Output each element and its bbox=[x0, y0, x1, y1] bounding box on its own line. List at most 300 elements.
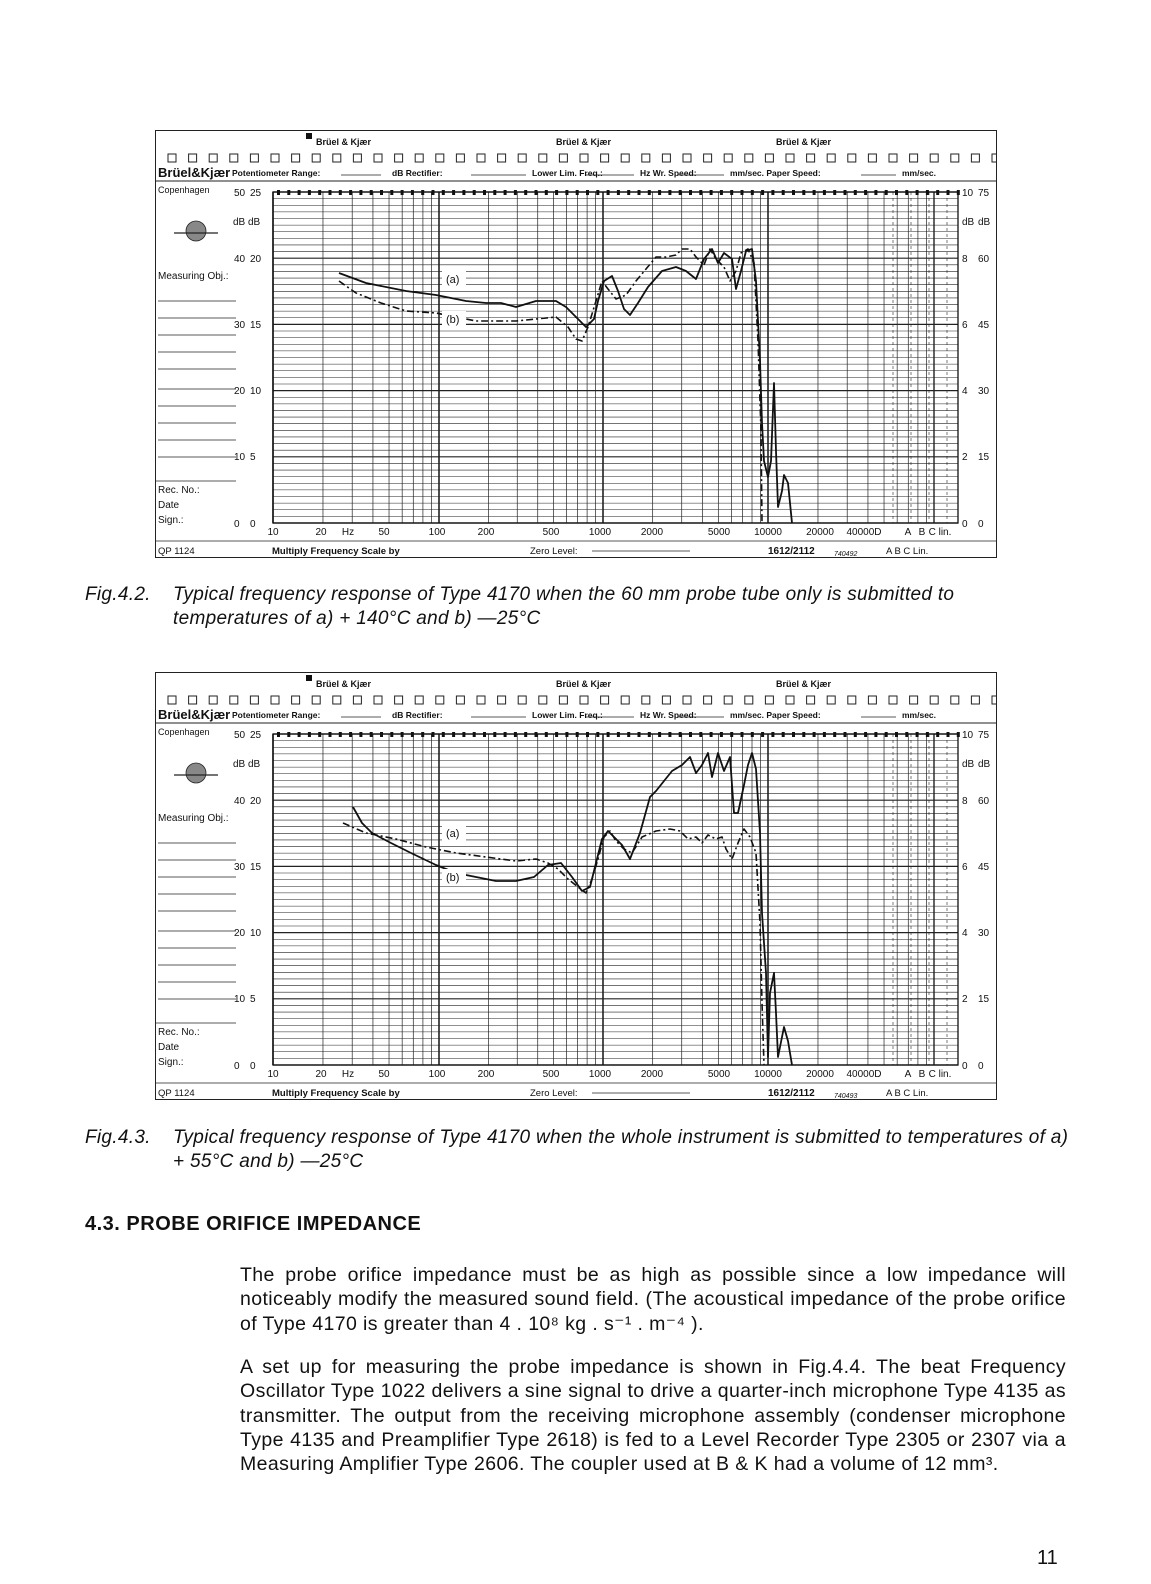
header-brand-label: Brüel & Kjær bbox=[556, 679, 612, 689]
sprocket-hole bbox=[724, 154, 732, 162]
sprocket-hole bbox=[559, 696, 567, 704]
frequency-tick-label: Hz bbox=[341, 1069, 355, 1080]
top-tick bbox=[689, 190, 692, 195]
top-tick bbox=[627, 732, 630, 737]
paragraph-2: A set up for measuring the probe impedance is shown in Fig.4.4. The beat Frequency Oscillator Type 1022 delivers a sine signal to drive a quarter-inch microphone Type 4135 as transmitter. The output from the receiving microphone assembly (condenser microphone Type 4135 and Preamplifier Type 2618) is fed to a Level Recorder Type 2305 or 2307 via a Measuring Amplifier Type 2606. The coupler used at B & K had a volume of 12 mm³. bbox=[240, 1356, 1066, 1476]
frequency-tick-label: C lin. bbox=[928, 1069, 952, 1080]
left-db-outer-label: 50 bbox=[234, 188, 246, 199]
sprocket-hole bbox=[992, 696, 996, 704]
sprocket-hole bbox=[745, 154, 753, 162]
top-tick bbox=[308, 190, 311, 195]
top-tick bbox=[565, 190, 568, 195]
top-tick bbox=[627, 190, 630, 195]
sprocket-hole bbox=[250, 696, 258, 704]
city-label: Copenhagen bbox=[158, 185, 210, 195]
right-db-inner-label: 0 bbox=[962, 519, 968, 530]
recorder-chart-fig-4-3 bbox=[155, 672, 997, 1100]
top-tick bbox=[483, 732, 486, 737]
left-db-outer-label: 10 bbox=[234, 994, 246, 1005]
sprocket-hole bbox=[642, 154, 650, 162]
sprocket-hole bbox=[374, 154, 382, 162]
rec-no-label: Rec. No.: bbox=[158, 1027, 200, 1038]
top-tick bbox=[936, 190, 939, 195]
top-tick bbox=[751, 190, 754, 195]
sprocket-hole bbox=[518, 696, 526, 704]
top-tick bbox=[864, 190, 867, 195]
sprocket-hole bbox=[189, 154, 197, 162]
top-tick bbox=[638, 732, 641, 737]
db-unit-label: dB bbox=[233, 759, 246, 770]
sprocket-hole bbox=[827, 696, 835, 704]
header-brand-label: Brüel & Kjær bbox=[776, 679, 832, 689]
top-tick bbox=[720, 732, 723, 737]
top-tick bbox=[833, 732, 836, 737]
sprocket-hole bbox=[353, 154, 361, 162]
multiply-label: Multiply Frequency Scale by bbox=[272, 1088, 400, 1099]
measuring-obj-label: Measuring Obj.: bbox=[158, 271, 229, 282]
left-db-outer-label: 20 bbox=[234, 928, 246, 939]
frequency-tick-label: 2000 bbox=[640, 1069, 664, 1080]
left-db-inner-label: 10 bbox=[250, 928, 262, 939]
field-label: Lower Lim. Freq.: bbox=[532, 710, 603, 720]
top-tick bbox=[277, 732, 280, 737]
right-db-outer-label: 60 bbox=[978, 254, 990, 265]
marker-square bbox=[306, 133, 312, 139]
frequency-tick-label: B bbox=[918, 1069, 926, 1080]
sprocket-hole bbox=[395, 154, 403, 162]
top-tick bbox=[370, 732, 373, 737]
sprocket-hole bbox=[786, 154, 794, 162]
top-tick bbox=[926, 190, 929, 195]
top-tick bbox=[617, 732, 620, 737]
sprocket-hole bbox=[271, 154, 279, 162]
sprocket-hole bbox=[312, 696, 320, 704]
left-db-inner-label: 20 bbox=[250, 796, 262, 807]
top-tick bbox=[421, 190, 424, 195]
top-tick bbox=[607, 732, 610, 737]
top-tick bbox=[741, 732, 744, 737]
page-number: 11 bbox=[1037, 1547, 1058, 1569]
top-tick bbox=[710, 732, 713, 737]
top-tick bbox=[895, 190, 898, 195]
top-tick bbox=[617, 190, 620, 195]
db-unit-label: dB bbox=[978, 217, 991, 228]
top-tick bbox=[761, 732, 764, 737]
abc-lin-label: A B C Lin. bbox=[886, 546, 929, 557]
top-tick bbox=[730, 732, 733, 737]
top-tick bbox=[576, 732, 579, 737]
top-tick bbox=[442, 732, 445, 737]
top-tick bbox=[452, 732, 455, 737]
frequency-tick-label: 5000 bbox=[707, 1069, 731, 1080]
frequency-tick-label: 10 bbox=[267, 1069, 279, 1080]
frequency-tick-label: A bbox=[904, 527, 912, 538]
top-tick bbox=[741, 190, 744, 195]
right-db-inner-label: 8 bbox=[962, 796, 968, 807]
multiply-label: Multiply Frequency Scale by bbox=[272, 546, 400, 557]
marker-square bbox=[306, 675, 312, 681]
sprocket-hole bbox=[868, 696, 876, 704]
frequency-tick-label: 1000 bbox=[588, 527, 612, 538]
right-db-inner-label: 6 bbox=[962, 862, 968, 873]
sprocket-hole bbox=[312, 154, 320, 162]
frequency-tick-label: B bbox=[918, 527, 926, 538]
serial-small-label: 740493 bbox=[834, 1093, 858, 1099]
caption-number: Fig.4.3. bbox=[85, 1127, 151, 1148]
frequency-tick-label: A bbox=[904, 1069, 912, 1080]
left-db-inner-label: 25 bbox=[250, 188, 262, 199]
top-tick bbox=[854, 190, 857, 195]
top-tick bbox=[957, 732, 960, 737]
sprocket-hole bbox=[786, 696, 794, 704]
sprocket-hole bbox=[477, 696, 485, 704]
frequency-tick-label: 10 bbox=[267, 527, 279, 538]
sprocket-hole bbox=[807, 696, 815, 704]
top-tick bbox=[421, 732, 424, 737]
sprocket-hole-row bbox=[168, 154, 996, 162]
sprocket-hole bbox=[395, 696, 403, 704]
sprocket-hole bbox=[930, 696, 938, 704]
top-tick bbox=[710, 190, 713, 195]
sprocket-hole bbox=[498, 696, 506, 704]
right-db-outer-label: 30 bbox=[978, 928, 990, 939]
top-tick bbox=[679, 732, 682, 737]
sprocket-hole bbox=[374, 696, 382, 704]
sprocket-hole bbox=[621, 154, 629, 162]
right-db-inner-label: 2 bbox=[962, 452, 968, 463]
sprocket-hole-row bbox=[168, 696, 996, 704]
top-tick bbox=[833, 190, 836, 195]
top-tick bbox=[298, 732, 301, 737]
sprocket-hole bbox=[477, 154, 485, 162]
top-tick bbox=[947, 732, 950, 737]
top-tick bbox=[514, 732, 517, 737]
top-tick bbox=[957, 190, 960, 195]
top-tick bbox=[658, 190, 661, 195]
top-tick bbox=[854, 732, 857, 737]
sprocket-hole bbox=[971, 154, 979, 162]
top-tick bbox=[586, 732, 589, 737]
header-brand-label: Brüel & Kjær bbox=[316, 137, 372, 147]
sprocket-hole bbox=[292, 154, 300, 162]
left-db-inner-label: 0 bbox=[250, 1061, 256, 1072]
top-tick bbox=[596, 732, 599, 737]
top-tick bbox=[699, 732, 702, 737]
frequency-tick-label: 50 bbox=[378, 1069, 390, 1080]
top-tick bbox=[349, 732, 352, 737]
top-tick bbox=[679, 190, 682, 195]
frequency-tick-label: 200 bbox=[477, 1069, 495, 1080]
field-label: Potentiometer Range: bbox=[232, 168, 321, 178]
left-db-inner-label: 5 bbox=[250, 452, 256, 463]
field-label: mm/sec. Paper Speed: bbox=[730, 710, 821, 720]
field-label: Potentiometer Range: bbox=[232, 710, 321, 720]
top-tick bbox=[483, 190, 486, 195]
sprocket-hole bbox=[621, 696, 629, 704]
top-tick bbox=[401, 732, 404, 737]
right-db-inner-label: 2 bbox=[962, 994, 968, 1005]
left-db-inner-label: 20 bbox=[250, 254, 262, 265]
top-tick bbox=[349, 190, 352, 195]
top-tick bbox=[401, 190, 404, 195]
rec-no-label: Rec. No.: bbox=[158, 485, 200, 496]
sprocket-hole bbox=[951, 154, 959, 162]
field-label: dB Rectifier: bbox=[392, 710, 443, 720]
date-label: Date bbox=[158, 1042, 180, 1053]
top-tick bbox=[432, 190, 435, 195]
measuring-obj-label: Measuring Obj.: bbox=[158, 813, 229, 824]
right-db-inner-label: 4 bbox=[962, 928, 968, 939]
top-tick bbox=[823, 190, 826, 195]
frequency-tick-label: 20000 bbox=[806, 527, 834, 538]
sprocket-hole bbox=[848, 696, 856, 704]
top-tick bbox=[493, 732, 496, 737]
frequency-tick-label: C lin. bbox=[928, 527, 952, 538]
left-db-inner-label: 0 bbox=[250, 519, 256, 530]
right-db-inner-label: 8 bbox=[962, 254, 968, 265]
top-tick bbox=[555, 190, 558, 195]
zero-level-label: Zero Level: bbox=[530, 1088, 578, 1099]
sprocket-hole bbox=[765, 696, 773, 704]
top-tick bbox=[545, 732, 548, 737]
top-tick bbox=[885, 190, 888, 195]
sprocket-hole bbox=[765, 154, 773, 162]
top-tick bbox=[668, 190, 671, 195]
top-tick bbox=[298, 190, 301, 195]
top-tick bbox=[782, 732, 785, 737]
frequency-tick-label: Hz bbox=[341, 527, 355, 538]
top-tick bbox=[874, 190, 877, 195]
sprocket-hole bbox=[415, 696, 423, 704]
top-tick bbox=[905, 190, 908, 195]
top-tick bbox=[916, 190, 919, 195]
right-db-outer-label: 45 bbox=[978, 862, 990, 873]
top-tick bbox=[607, 190, 610, 195]
right-db-inner-label: 4 bbox=[962, 386, 968, 397]
sprocket-hole bbox=[333, 696, 341, 704]
chart-svg bbox=[156, 131, 996, 557]
chart-svg bbox=[156, 673, 996, 1099]
top-tick bbox=[576, 190, 579, 195]
sprocket-hole bbox=[930, 154, 938, 162]
top-tick bbox=[535, 190, 538, 195]
sprocket-hole bbox=[353, 696, 361, 704]
field-label: mm/sec. Paper Speed: bbox=[730, 168, 821, 178]
left-db-inner-label: 15 bbox=[250, 320, 262, 331]
top-tick bbox=[802, 190, 805, 195]
top-tick bbox=[668, 732, 671, 737]
frequency-tick-label: 50 bbox=[378, 527, 390, 538]
globe-logo-icon bbox=[174, 763, 218, 783]
sprocket-hole bbox=[910, 154, 918, 162]
left-db-outer-label: 20 bbox=[234, 386, 246, 397]
caption-number: Fig.4.2. bbox=[85, 584, 151, 605]
top-tick bbox=[524, 190, 527, 195]
form-number-label: QP 1124 bbox=[158, 546, 195, 557]
left-db-outer-label: 30 bbox=[234, 320, 246, 331]
top-tick bbox=[390, 190, 393, 195]
db-unit-label: dB bbox=[962, 759, 975, 770]
top-tick bbox=[339, 190, 342, 195]
sprocket-hole bbox=[951, 696, 959, 704]
top-tick bbox=[792, 732, 795, 737]
top-tick bbox=[648, 190, 651, 195]
top-tick bbox=[885, 732, 888, 737]
frequency-tick-label: 20000 bbox=[806, 1069, 834, 1080]
right-db-outer-label: 60 bbox=[978, 796, 990, 807]
header-brand-label: Brüel & Kjær bbox=[776, 137, 832, 147]
sprocket-hole bbox=[807, 154, 815, 162]
top-tick bbox=[895, 732, 898, 737]
right-db-outer-label: 45 bbox=[978, 320, 990, 331]
curve-a-line bbox=[339, 249, 792, 523]
db-unit-label: dB bbox=[978, 759, 991, 770]
sprocket-hole bbox=[601, 696, 609, 704]
sprocket-hole bbox=[868, 154, 876, 162]
top-tick bbox=[535, 732, 538, 737]
sprocket-hole bbox=[704, 154, 712, 162]
chart-grid bbox=[273, 190, 960, 523]
header-brand-label: Brüel & Kjær bbox=[556, 137, 612, 147]
left-db-outer-label: 0 bbox=[234, 519, 240, 530]
sprocket-hole bbox=[889, 154, 897, 162]
top-tick bbox=[359, 732, 362, 737]
left-db-outer-label: 40 bbox=[234, 796, 246, 807]
top-tick bbox=[761, 190, 764, 195]
top-tick bbox=[565, 732, 568, 737]
top-tick bbox=[823, 732, 826, 737]
top-tick bbox=[638, 190, 641, 195]
top-tick bbox=[905, 732, 908, 737]
top-tick bbox=[504, 732, 507, 737]
globe-icon bbox=[186, 763, 206, 783]
top-tick bbox=[318, 190, 321, 195]
right-db-outer-label: 15 bbox=[978, 994, 990, 1005]
sprocket-hole bbox=[168, 696, 176, 704]
sign-label: Sign.: bbox=[158, 515, 184, 526]
frequency-tick-label: 500 bbox=[542, 1069, 560, 1080]
paragraph-1: The probe orifice impedance must be as high as possible since a low impedance will noticeably modify the measured sound field. (The acoustical impedance of the probe orifice of Type 4170 is greater than 4 . 10⁸ kg . s⁻¹ . m⁻⁴ ). bbox=[240, 1264, 1066, 1335]
sprocket-hole bbox=[848, 154, 856, 162]
sprocket-hole bbox=[292, 696, 300, 704]
header-brand-label: Brüel & Kjær bbox=[316, 679, 372, 689]
frequency-tick-label: 5000 bbox=[707, 527, 731, 538]
top-tick bbox=[473, 732, 476, 737]
curve-a-label: (a) bbox=[446, 274, 460, 286]
section-heading: 4.3. PROBE ORIFICE IMPEDANCE bbox=[85, 1213, 422, 1235]
top-tick bbox=[308, 732, 311, 737]
db-unit-label: dB bbox=[233, 217, 246, 228]
top-tick bbox=[844, 732, 847, 737]
sprocket-hole bbox=[415, 154, 423, 162]
frequency-tick-label: 100 bbox=[428, 527, 446, 538]
top-tick bbox=[771, 732, 774, 737]
date-label: Date bbox=[158, 500, 180, 511]
sprocket-hole bbox=[456, 154, 464, 162]
top-tick bbox=[813, 190, 816, 195]
field-label: Hz Wr. Speed: bbox=[640, 168, 697, 178]
sprocket-hole bbox=[539, 696, 547, 704]
sprocket-hole bbox=[456, 696, 464, 704]
frequency-tick-label: 20 bbox=[315, 1069, 327, 1080]
sprocket-hole bbox=[745, 696, 753, 704]
right-db-inner-label: 0 bbox=[962, 1061, 968, 1072]
sprocket-hole bbox=[827, 154, 835, 162]
frequency-tick-label: 20 bbox=[315, 527, 327, 538]
sprocket-hole bbox=[662, 154, 670, 162]
sprocket-hole bbox=[642, 696, 650, 704]
top-tick bbox=[782, 190, 785, 195]
sprocket-hole bbox=[910, 696, 918, 704]
right-db-outer-label: 75 bbox=[978, 730, 990, 741]
serial-small-label: 740492 bbox=[834, 551, 858, 557]
top-tick bbox=[874, 732, 877, 737]
field-label: mm/sec. bbox=[902, 168, 937, 178]
top-tick bbox=[329, 190, 332, 195]
top-tick bbox=[524, 732, 527, 737]
db-unit-label: dB bbox=[248, 217, 261, 228]
right-db-outer-label: 0 bbox=[978, 1061, 984, 1072]
globe-logo-icon bbox=[174, 221, 218, 241]
top-tick bbox=[916, 732, 919, 737]
brand-logo-text: Brüel&Kjær bbox=[158, 707, 231, 722]
sprocket-hole bbox=[889, 696, 897, 704]
serial-label: 1612/2112 bbox=[768, 1088, 815, 1099]
top-tick bbox=[411, 190, 414, 195]
top-tick bbox=[926, 732, 929, 737]
globe-icon bbox=[186, 221, 206, 241]
caption-text: Typical frequency response of Type 4170 when the 60 mm probe tube only is submitted to temperatures of a) + 140°C and b) —25°C bbox=[173, 584, 955, 629]
top-tick bbox=[359, 190, 362, 195]
top-tick bbox=[648, 732, 651, 737]
top-tick bbox=[329, 732, 332, 737]
top-tick bbox=[380, 190, 383, 195]
right-db-inner-label: 6 bbox=[962, 320, 968, 331]
caption-text: Typical frequency response of Type 4170 when the whole instrument is submitted to temperatures of a) + 55°C and b) —25°C bbox=[173, 1127, 1069, 1172]
abc-lin-label: A B C Lin. bbox=[886, 1088, 929, 1099]
top-tick bbox=[545, 190, 548, 195]
top-tick bbox=[751, 732, 754, 737]
top-tick bbox=[792, 190, 795, 195]
top-tick bbox=[555, 732, 558, 737]
field-label: Hz Wr. Speed: bbox=[640, 710, 697, 720]
sprocket-hole bbox=[971, 696, 979, 704]
sprocket-hole bbox=[333, 154, 341, 162]
top-tick bbox=[586, 190, 589, 195]
sprocket-hole bbox=[189, 696, 197, 704]
form-number-label: QP 1124 bbox=[158, 1088, 195, 1099]
sprocket-hole bbox=[518, 154, 526, 162]
top-tick bbox=[380, 732, 383, 737]
top-tick bbox=[318, 732, 321, 737]
top-tick bbox=[462, 732, 465, 737]
top-tick bbox=[720, 190, 723, 195]
top-tick bbox=[462, 190, 465, 195]
right-db-outer-label: 0 bbox=[978, 519, 984, 530]
frequency-tick-label: 200 bbox=[477, 527, 495, 538]
field-label: Lower Lim. Freq.: bbox=[532, 168, 603, 178]
sprocket-hole bbox=[724, 696, 732, 704]
top-tick bbox=[936, 732, 939, 737]
curve-b-label: (b) bbox=[446, 872, 460, 884]
top-tick bbox=[339, 732, 342, 737]
top-tick bbox=[689, 732, 692, 737]
sprocket-hole bbox=[580, 696, 588, 704]
db-unit-label: dB bbox=[248, 759, 261, 770]
top-tick bbox=[452, 190, 455, 195]
sprocket-hole bbox=[683, 154, 691, 162]
city-label: Copenhagen bbox=[158, 727, 210, 737]
